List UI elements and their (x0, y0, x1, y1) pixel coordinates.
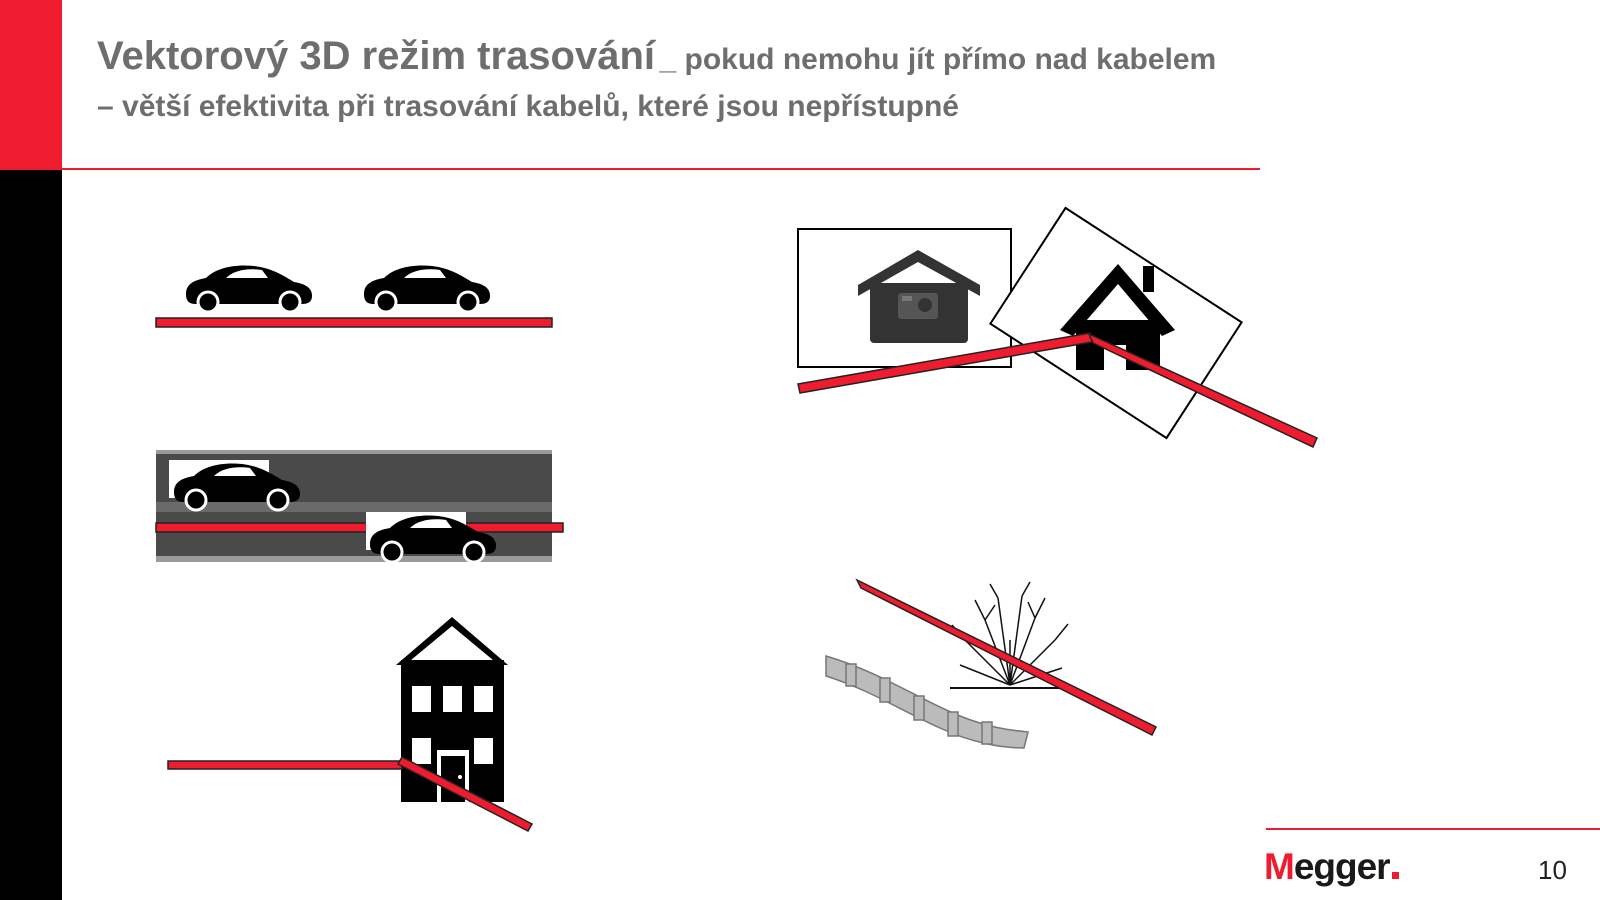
scene-houses (798, 208, 1317, 447)
scene-shrub-rail (826, 580, 1156, 748)
footer-rule (1266, 828, 1600, 830)
title-main: Vektorový 3D režim trasování (97, 34, 656, 78)
cable-line (857, 580, 1156, 735)
page-number: 10 (1538, 855, 1567, 885)
scene-parked-cars (156, 266, 552, 328)
cable-line (156, 523, 563, 532)
title-suffix: _ pokud nemohu jít přímo nad kabelem (659, 43, 1217, 76)
cable-line (168, 761, 402, 769)
car-icon (364, 266, 490, 313)
rail-track-icon (826, 656, 1028, 748)
building-icon (396, 617, 508, 802)
car-icon (186, 266, 312, 313)
scene-road (156, 450, 563, 562)
scene-building (168, 617, 532, 831)
megger-logo: Megger (1264, 846, 1399, 888)
slide-subtitle: – větší efektivita při trasování kabelů, které jsou nepřístupné (97, 90, 959, 123)
cable-line (156, 318, 552, 327)
